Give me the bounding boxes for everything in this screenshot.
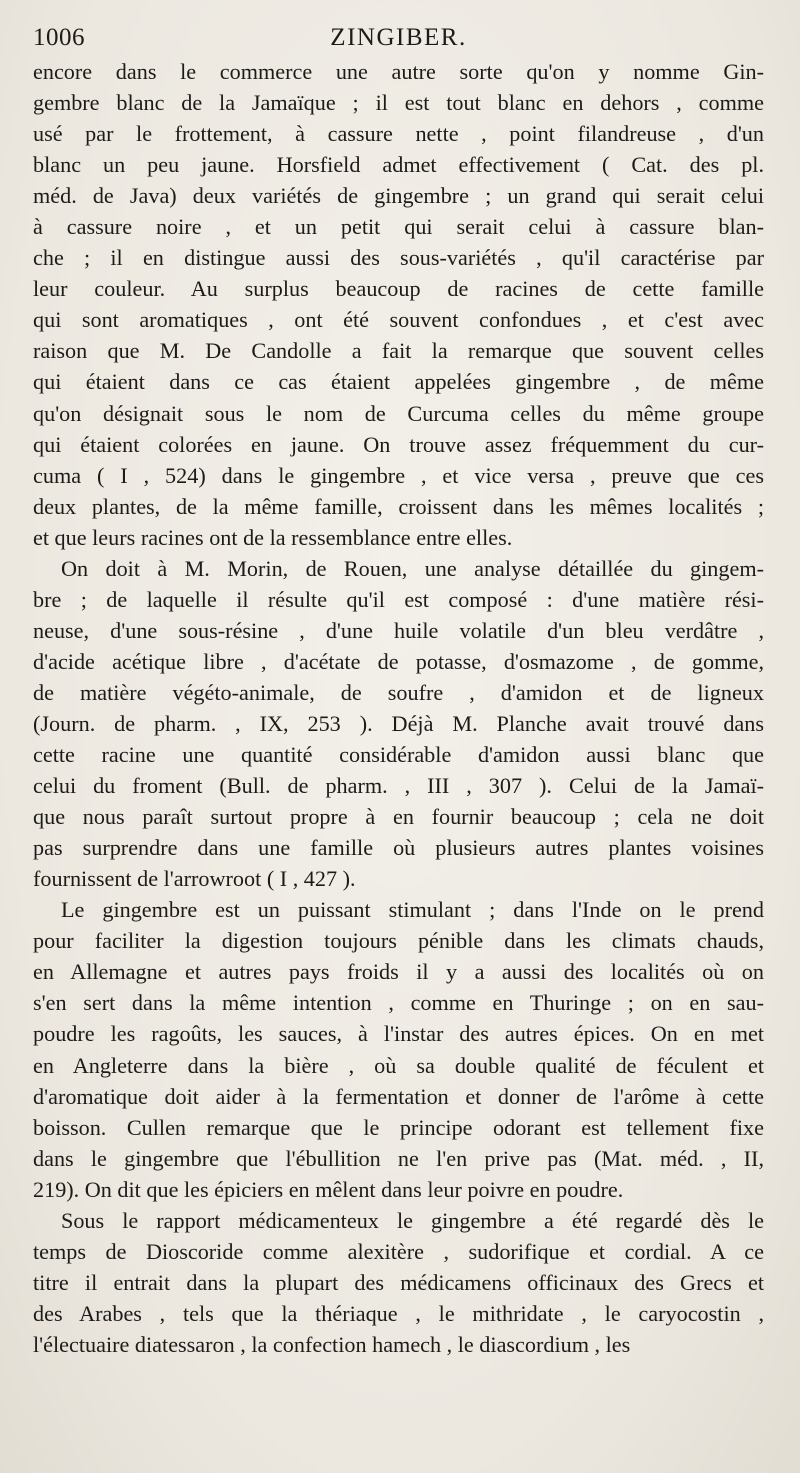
text-line: l'électuaire diatessaron , la confection hamech , le diascordium , les <box>33 1331 631 1357</box>
page-header <box>33 18 764 56</box>
text-line: pour faciliter la digestion toujours pénible dans les climats chauds, <box>33 928 764 954</box>
text-line: temps de Dioscoride comme alexitère , sudorifique et cordial. A ce <box>33 1238 764 1264</box>
text-line: celui du froment (Bull. de pharm. , III , 307 ). Celui de la Jamaï- <box>33 773 764 799</box>
text-line: neuse, d'une sous-résine , d'une huile volatile d'un bleu verdâtre , <box>33 617 764 643</box>
text-line: usé par le frottement, à cassure nette , point filandreuse , d'un <box>33 121 764 147</box>
text-line: bre ; de laquelle il résulte qu'il est composé : d'une matière rési- <box>33 586 764 612</box>
text-line: cuma ( I , 524) dans le gingembre , et vice versa , preuve que ces <box>33 462 764 488</box>
text-line: et que leurs racines ont de la ressemblance entre elles. <box>33 524 513 550</box>
text-line: qui étaient colorées en jaune. On trouve assez fréquemment du cur- <box>33 431 764 457</box>
text-line: que nous paraît surtout propre à en fournir beaucoup ; cela ne doit <box>33 804 764 830</box>
text-line: cette racine une quantité considérable d'amidon aussi blanc que <box>33 742 764 768</box>
text-line: s'en sert dans la même intention , comme en Thuringe ; on en sau- <box>33 990 764 1016</box>
text-line: d'aromatique doit aider à la fermentation et donner de l'arôme à cette <box>33 1083 764 1109</box>
text-line: 219). On dit que les épiciers en mêlent dans leur poivre en poudre. <box>33 1176 624 1202</box>
text-line: blanc un peu jaune. Horsfield admet effectivement ( Cat. des pl. <box>33 152 764 178</box>
running-title: ZINGIBER. <box>330 24 467 51</box>
paragraph <box>33 553 764 895</box>
paragraph <box>33 894 764 1204</box>
text-line: de matière végéto-animale, de soufre , d'amidon et de ligneux <box>33 679 764 705</box>
text-line: encore dans le commerce une autre sorte qu'on y nomme Gin- <box>33 59 764 84</box>
body-text <box>33 56 764 1360</box>
text-line: méd. de Java) deux variétés de gingembre ; un grand qui serait celui <box>33 183 764 209</box>
text-line: Sous le rapport médicamenteux le gingembre a été regardé dès le <box>61 1207 764 1233</box>
text-line: qu'on désignait sous le nom de Curcuma celles du même groupe <box>33 400 764 426</box>
paragraph <box>33 1205 764 1360</box>
text-line: pas surprendre dans une famille où plusieurs autres plantes voisines <box>33 835 764 861</box>
text-line: che ; il en distingue aussi des sous-variétés , qu'il caractérise par <box>33 245 764 271</box>
text-line: en Allemagne et autres pays froids il y a aussi des localités où on <box>33 959 764 985</box>
text-line: gembre blanc de la Jamaïque ; il est tout blanc en dehors , comme <box>33 90 764 116</box>
text-line: d'acide acétique libre , d'acétate de potasse, d'osmazome , de gomme, <box>33 648 764 674</box>
text-line: leur couleur. Au surplus beaucoup de racines de cette famille <box>33 276 764 302</box>
text-line: à cassure noire , et un petit qui serait celui à cassure blan- <box>33 214 764 240</box>
text-line: poudre les ragoûts, les sauces, à l'instar des autres épices. On en met <box>33 1021 764 1047</box>
text-line: qui sont aromatiques , ont été souvent confondues , et c'est avec <box>33 307 764 333</box>
text-line: qui étaient dans ce cas étaient appelées gingembre , de même <box>33 369 764 395</box>
text-line: titre il entrait dans la plupart des médicamens officinaux des Grecs et <box>33 1269 764 1295</box>
paragraph <box>33 56 764 553</box>
text-line: (Journ. de pharm. , IX, 253 ). Déjà M. Planche avait trouvé dans <box>33 710 764 736</box>
text-line: boisson. Cullen remarque que le principe odorant est tellement fixe <box>33 1114 764 1140</box>
text-line: fournissent de l'arrowroot ( I , 427 ). <box>33 866 356 892</box>
text-line: deux plantes, de la même famille, croissent dans les mêmes localités ; <box>33 493 764 519</box>
text-line: raison que M. De Candolle a fait la remarque que souvent celles <box>33 338 764 364</box>
text-line: des Arabes , tels que la thériaque , le mithridate , le caryocostin , <box>33 1300 764 1326</box>
text-line: On doit à M. Morin, de Rouen, une analyse détaillée du gingem- <box>61 555 764 581</box>
text-line: dans le gingembre que l'ébullition ne l'en prive pas (Mat. méd. , II, <box>33 1145 764 1171</box>
text-line: en Angleterre dans la bière , où sa double qualité de féculent et <box>33 1052 764 1078</box>
text-line: Le gingembre est un puissant stimulant ; dans l'Inde on le prend <box>61 897 764 923</box>
page-number: 1006 <box>33 24 85 51</box>
